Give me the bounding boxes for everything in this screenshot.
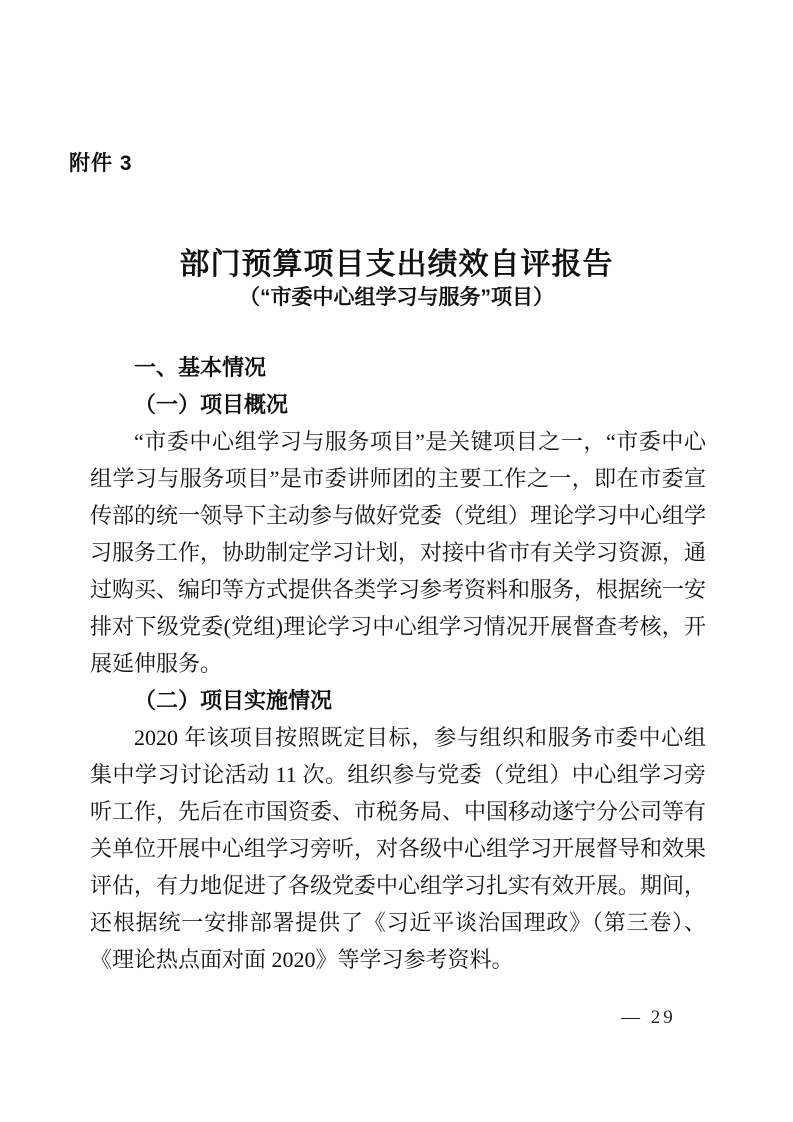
page-number: — 29 bbox=[621, 1007, 676, 1028]
document-subtitle: （“市委中心组学习与服务”项目） bbox=[239, 286, 554, 309]
subsection-heading-project-overview: （一）项目概况 bbox=[134, 392, 289, 417]
document-title: 部门预算项目支出绩效自评报告 bbox=[179, 248, 614, 282]
paragraph-project-overview: “市委中心组学习与服务项目”是关键项目之一，“市委中心组学习与服务项目”是市委讲师团的主要工作之一，即在市委宣传部的统一领导下主动参与做好党委（党组）理论学习中心组学习服务工作，协助制定学习计划，对接中省市有关学习资源，通过购买、编印等方式提供各类学习参考资料和服务，根据统一安排对下级党委(党组)理论学习中心组学习情况开展督查考核，开展延伸服务。 bbox=[90, 429, 707, 676]
subsection-heading-project-implementation: （二）项目实施情况 bbox=[134, 688, 333, 713]
attachment-label: 附件 3 bbox=[69, 152, 133, 175]
paragraph-project-implementation: 2020 年该项目按照既定目标，参与组织和服务市委中心组集中学习讨论活动 11 次。组织参与党委（党组）中心组学习旁听工作，先后在市国资委、市税务局、中国移动遂宁分公司等有关单位开展中心组学习旁听，对各级中心组学习开展督导和效果评估，有力地促进了各级党委中心组学习扎实有效开展。期间，还根据统一安排部署提供了《习近平谈治国理政》（第三卷）、《理论热点面对面 2020》等学习参考资料。 bbox=[90, 725, 707, 972]
document-body bbox=[90, 349, 706, 978]
section-heading-basic-situation: 一、基本情况 bbox=[134, 355, 267, 380]
